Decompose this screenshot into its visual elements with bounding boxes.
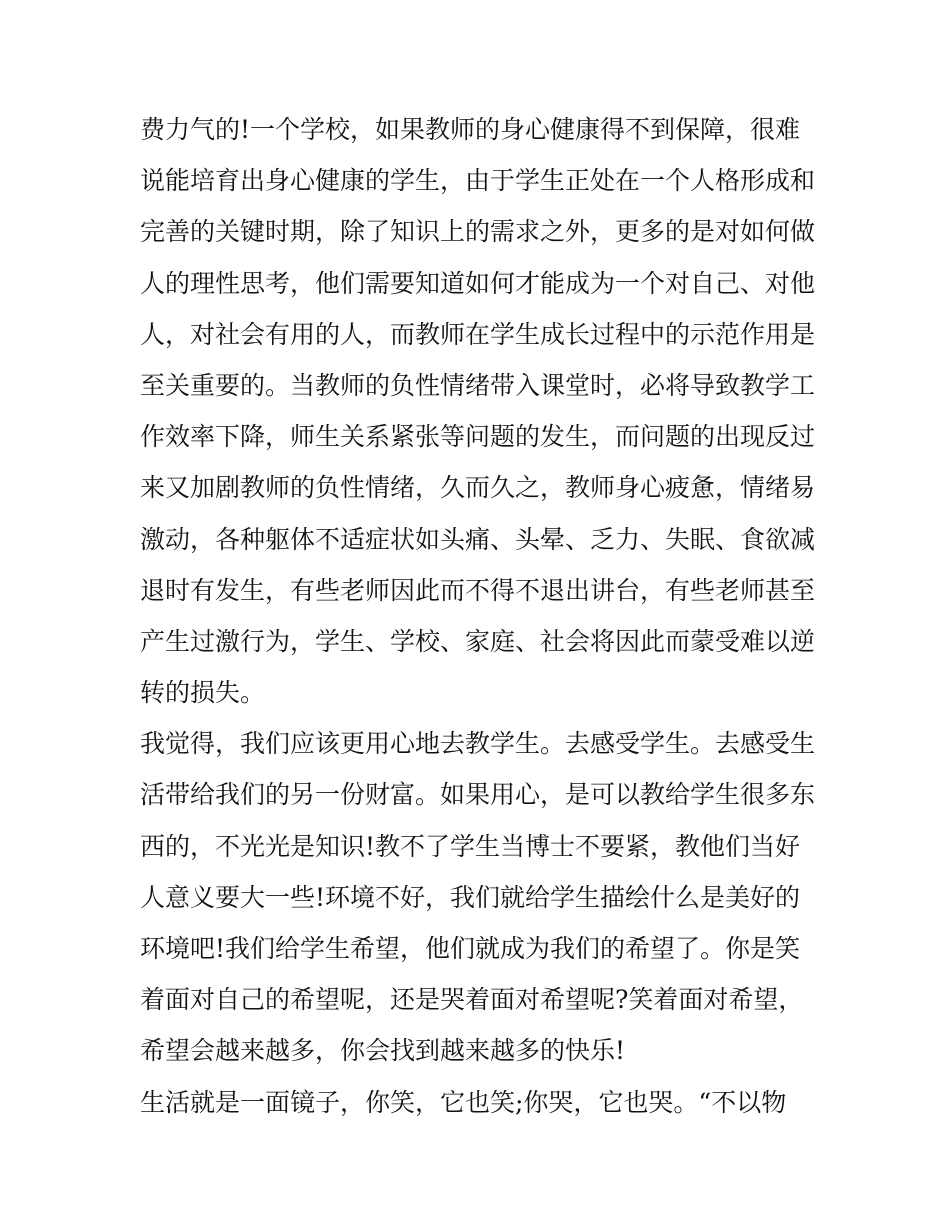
text-line: 完善的关键时期，除了知识上的需求之外，更多的是对如何做 [140, 217, 816, 247]
text-line: 至关重要的。当教师的负性情绪带入课堂时，必将导致教学工 [140, 370, 816, 400]
text-line: 生活就是一面镜子，你笑，它也笑;你哭，它也哭。“不以物 [140, 1087, 787, 1117]
text-line: 产生过激行为，学生、学校、家庭、社会将因此而蒙受难以逆 [140, 626, 816, 656]
text-line: 说能培育出身心健康的学生，由于学生正处在一个人格形成和 [140, 166, 816, 196]
text-line: 退时有发生，有些老师因此而不得不退出讲台，有些老师甚至 [140, 575, 816, 605]
text-line: 着面对自己的希望呢，还是哭着面对希望呢?笑着面对希望， [140, 985, 804, 1015]
text-line: 人，对社会有用的人，而教师在学生成长过程中的示范作用是 [140, 319, 816, 349]
document-body [140, 104, 820, 1128]
text-line: 费力气的!一个学校，如果教师的身心健康得不到保障，很难 [140, 115, 801, 144]
text-line: 希望会越来越多，你会找到越来越多的快乐! [140, 1036, 626, 1066]
text-line: 活带给我们的另一份财富。如果用心，是可以教给学生很多东 [140, 780, 816, 810]
text-line: 人意义要大一些!环境不好，我们就给学生描绘什么是美好的 [140, 882, 801, 912]
text-line: 作效率下降，师生关系紧张等问题的发生，而问题的出现反过 [140, 422, 816, 452]
text-line: 环境吧!我们给学生希望，他们就成为我们的希望了。你是笑 [140, 934, 801, 963]
text-line: 人的理性思考，他们需要知道如何才能成为一个对自己、对他 [140, 268, 816, 298]
text-line: 我觉得，我们应该更用心地去教学生。去感受学生。去感受生 [140, 729, 816, 759]
text-line: 转的损失。 [140, 678, 266, 708]
text-line: 来又加剧教师的负性情绪，久而久之，教师身心疲惫，情绪易 [140, 473, 816, 503]
text-line: 激动，各种躯体不适症状如头痛、头晕、乏力、失眠、食欲减 [140, 524, 816, 554]
text-line: 西的，不光光是知识!教不了学生当博士不要紧，教他们当好 [140, 831, 801, 861]
